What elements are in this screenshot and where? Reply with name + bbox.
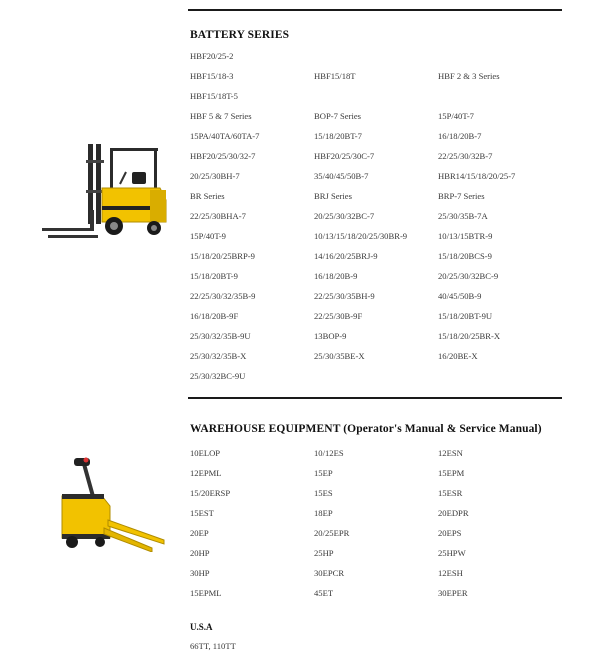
model-cell: 20EP [190,528,209,538]
model-cell: BRP-7 Series [438,191,485,201]
table-row [190,206,562,226]
table-row [190,523,562,543]
model-cell: 30HP [190,568,210,578]
model-cell: 13BOP-9 [314,331,347,341]
model-cell: 10/12ES [314,448,344,458]
model-cell: 15EST [190,508,214,518]
model-cell: 20EDPR [438,508,469,518]
table-row [190,246,562,266]
model-cell: 25/30/35BE-X [314,351,365,361]
model-cell: 12EPML [190,468,222,478]
model-cell: HBF20/25/30C-7 [314,151,375,161]
model-cell: 30EPER [438,588,468,598]
model-cell: HBF20/25-2 [190,51,234,61]
table-row [190,86,562,106]
model-cell: 22/25/30B-9F [314,311,363,321]
model-cell: 15P/40T-9 [190,231,226,241]
forklift-image [40,140,170,244]
table-row [190,226,562,246]
model-cell: 15ESR [438,488,463,498]
model-cell: HBF15/18-3 [190,71,234,81]
table-row [190,186,562,206]
model-cell: 15ES [314,488,333,498]
model-cell: 40/45/50B-9 [438,291,482,301]
table-row [190,286,562,306]
table-row [190,266,562,286]
model-cell: 22/25/30BHA-7 [190,211,246,221]
model-cell: 20/25/30/32BC-7 [314,211,375,221]
model-cell: 15/18/20BCS-9 [438,251,492,261]
table-row [190,126,562,146]
model-cell: 12ESH [438,568,463,578]
model-cell: HBF20/25/30/32-7 [190,151,256,161]
model-cell: 10/13/15/18/20/25/30BR-9 [314,231,408,241]
section-title-battery: BATTERY SERIES [190,29,290,41]
table-row [190,483,562,503]
usa-models: 66TT, 110TT [190,641,236,651]
table-row [190,326,562,346]
table-row [190,346,562,366]
model-cell: 15/18/20BT-9U [438,311,493,321]
model-cell: 35/40/45/50B-7 [314,171,369,181]
model-cell: 25/30/32/35B-9U [190,331,251,341]
pallet-truck-image [40,456,166,552]
section-title-warehouse: WAREHOUSE EQUIPMENT (Operator's Manual & Service Manual) [190,423,542,435]
model-cell: 15P/40T-7 [438,111,474,121]
model-cell: 18EP [314,508,333,518]
model-cell: HBF 5 & 7 Series [190,111,252,121]
model-cell: 16/18/20B-9F [190,311,239,321]
section-rule-warehouse [188,397,562,399]
model-cell: 15/20ERSP [190,488,231,498]
model-cell: 15/18/20/25BR-X [438,331,501,341]
usa-label: U.S.A [190,622,213,632]
model-cell: 25/30/32BC-9U [190,371,246,381]
model-cell: 15/18/20/25BRP-9 [190,251,255,261]
table-row [190,443,562,463]
model-cell: 15EPM [438,468,465,478]
model-cell: 25HPW [438,548,466,558]
model-cell: 20HP [190,548,210,558]
model-cell: HBR14/15/18/20/25-7 [438,171,516,181]
model-cell: BR Series [190,191,225,201]
table-row [190,463,562,483]
table-row [190,106,562,126]
model-cell: BRJ Series [314,191,352,201]
model-cell: 16/18/20B-9 [314,271,358,281]
model-cell: 10ELOP [190,448,221,458]
model-cell: 10/13/15BTR-9 [438,231,493,241]
model-table-warehouse [190,443,562,603]
model-cell: BOP-7 Series [314,111,362,121]
table-row [190,583,562,603]
model-cell: 14/16/20/25BRJ-9 [314,251,378,261]
model-cell: HBF 2 & 3 Series [438,71,500,81]
model-cell: HBF15/18T-5 [190,91,238,101]
model-cell: 15EPML [190,588,222,598]
table-row [190,166,562,186]
section-rule-battery [188,9,562,11]
table-row [190,503,562,523]
model-cell: 45ET [314,588,334,598]
model-cell: 25/30/35B-7A [438,211,488,221]
model-cell: 22/25/30/32B-7 [438,151,493,161]
table-row [190,563,562,583]
model-cell: 25/30/32/35B-X [190,351,247,361]
table-row [190,146,562,166]
model-cell: 15EP [314,468,333,478]
model-cell: 15PA/40TA/60TA-7 [190,131,260,141]
model-cell: 20EPS [438,528,462,538]
model-table-battery [190,46,562,386]
table-row [190,66,562,86]
model-cell: 20/25/30/32BC-9 [438,271,499,281]
model-cell: 16/20BE-X [438,351,478,361]
model-cell: 22/25/30/32/35B-9 [190,291,256,301]
model-cell: HBF15/18T [314,71,356,81]
table-row [190,366,562,386]
model-cell: 12ESN [438,448,463,458]
table-row [190,46,562,66]
model-cell: 15/18/20BT-7 [314,131,362,141]
model-cell: 25HP [314,548,334,558]
model-cell: 30EPCR [314,568,345,578]
model-cell: 15/18/20BT-9 [190,271,238,281]
model-cell: 20/25EPR [314,528,350,538]
model-cell: 20/25/30BH-7 [190,171,240,181]
table-row [190,543,562,563]
model-cell: 16/18/20B-7 [438,131,482,141]
table-row [190,306,562,326]
model-cell: 22/25/30/35BH-9 [314,291,375,301]
